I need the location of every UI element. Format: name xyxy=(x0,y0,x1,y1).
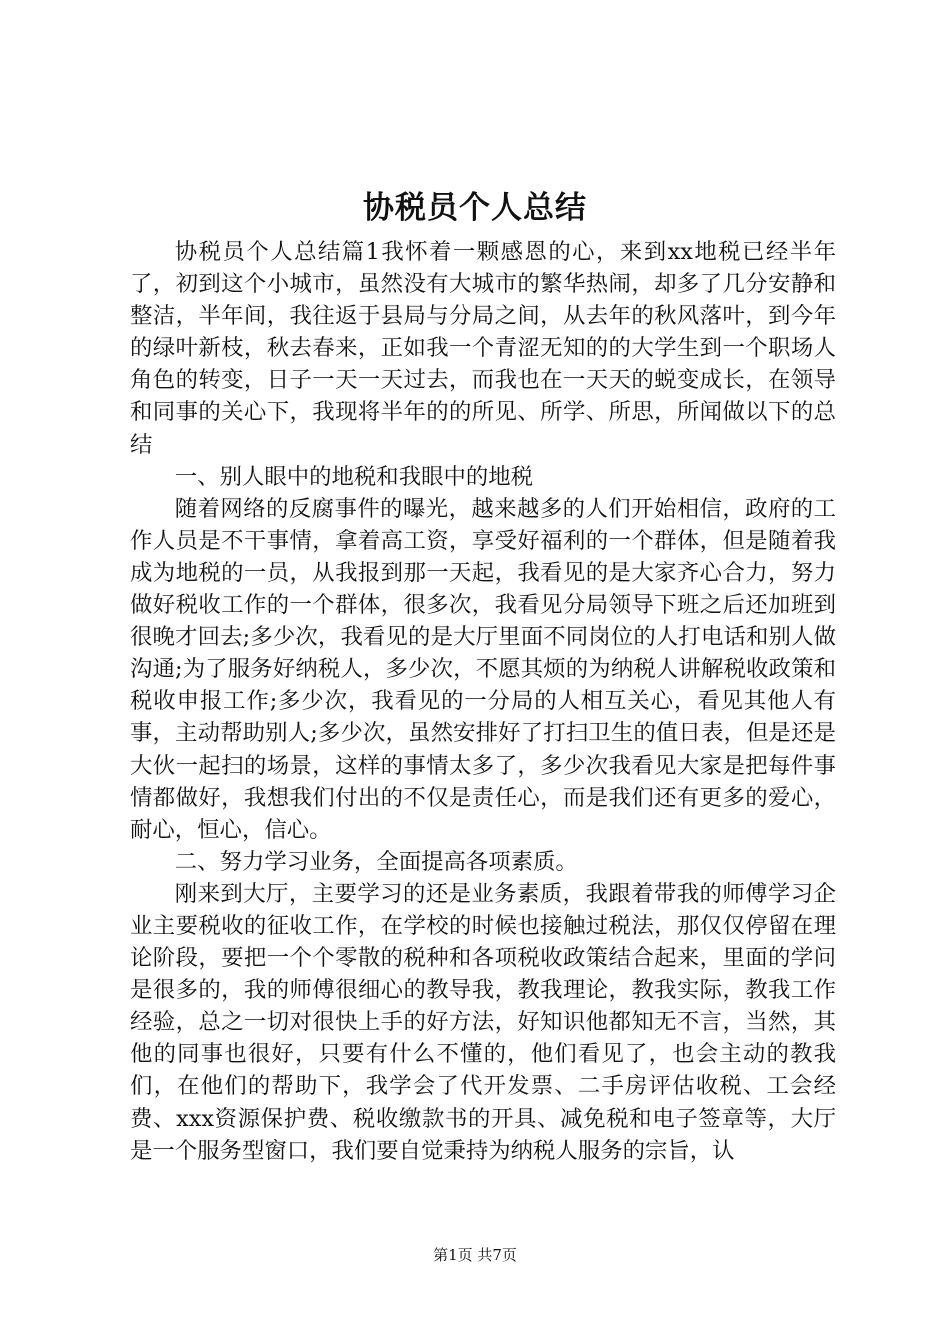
paragraph-intro: 协税员个人总结篇1我怀着一颗感恩的心，来到xx地税已经半年了，初到这个小城市，虽然没有大城市的繁华热闹，却多了几分安静和整洁，半年间，我往返于县局与分局之间，从去年的秋风落叶，到今年的绿叶新枝，秋去春来，正如我一个青涩无知的的大学生到一个职场人角色的转变，日子一天一天过去，而我也在一天天的蜕变成长，在领导和同事的关心下，我现将半年的的所见、所学、所思，所闻做以下的总结 xyxy=(130,239,836,458)
paragraph-section-2: 刚来到大厅，主要学习的还是业务素质，我跟着带我的师傅学习企业主要税收的征收工作，在学校的时候也接触过税法，那仅仅停留在理论阶段，要把一个个零散的税种和各项税收政策结合起来，里面的学问是很多的，我的师傅很细心的教导我，教我理论，教我实际，教我工作经验，总之一切对很快上手的好方法，好知识他都知无不言，当然，其他的同事也很好，只要有什么不懂的，他们看见了，也会主动的教我们，在他们的帮助下，我学会了代开发票、二手房评估收税、工会经费、xxx资源保护费、税收缴款书的开具、减免税和电子签章等，大厅是一个服务型窗口，我们要自觉秉持为纳税人服务的宗旨，认 xyxy=(130,880,836,1164)
page-footer: 第1页 共7页 xyxy=(433,1246,517,1264)
section-heading-1: 一、别人眼中的地税和我眼中的地税 xyxy=(174,463,534,490)
paragraph-section-1: 随着网络的反腐事件的曝光，越来越多的人们开始相信，政府的工作人员是不干事情，拿着高工资，享受好福利的一个群体，但是随着我成为地税的一员，从我报到那一天起，我看见的是大家齐心合力，努力做好税收工作的一个群体，很多次，我看见分局领导下班之后还加班到很晚才回去;多少次，我看见的是大厅里面不同岗位的人打电话和别人做沟通;为了服务好纳税人，多少次，不愿其烦的为纳税人讲解税收政策和税收申报工作;多少次，我看见的一分局的人相互关心，看见其他人有事，主动帮助别人;多少次，虽然安排好了打扫卫生的值日表，但是还是大伙一起扫的场景，这样的事情太多了，多少次我看见大家是把每件事情都做好，我想我们付出的不仅是责任心，而是我们还有更多的爱心，耐心，恒心，信心。 xyxy=(130,495,836,843)
document-body xyxy=(130,236,836,1167)
section-heading-2: 二、努力学习业务，全面提高各项素质。 xyxy=(174,848,578,875)
document-title: 协税员个人总结 xyxy=(363,190,587,226)
